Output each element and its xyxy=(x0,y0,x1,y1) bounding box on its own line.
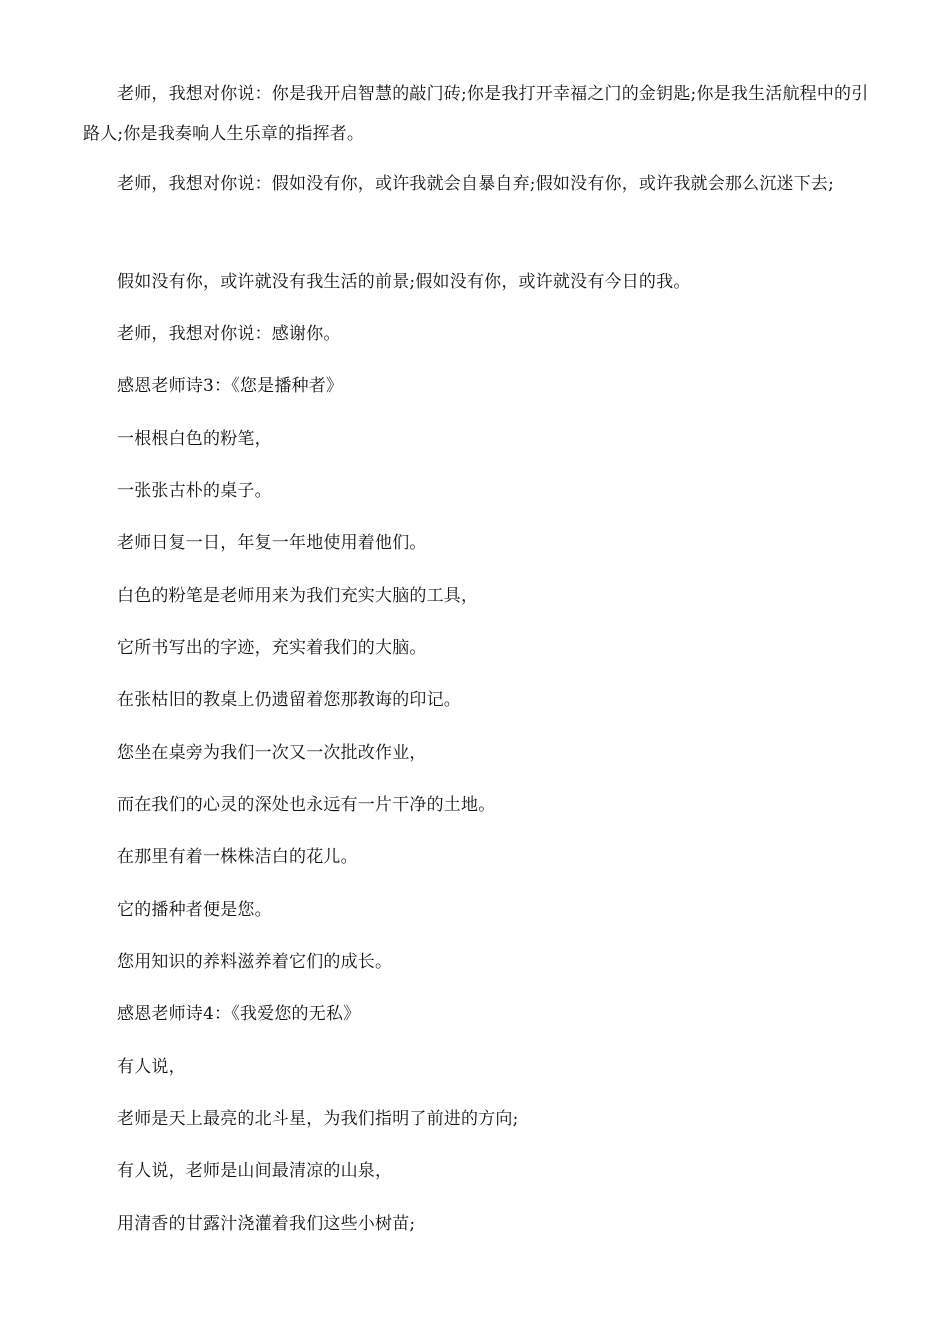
paragraph-14: 在那里有着一株株洁白的花儿。 xyxy=(117,847,358,867)
poem-3-title: 感恩老师诗3：《您是播种者》 xyxy=(117,376,344,396)
paragraph-13: 而在我们的心灵的深处也永远有一片干净的土地。 xyxy=(117,795,496,815)
paragraph-6: 一根根白色的粉笔， xyxy=(117,429,272,449)
paragraph-7: 一张张古朴的桌子。 xyxy=(117,481,272,501)
poem-4-title: 感恩老师诗4：《我爱您的无私》 xyxy=(117,1004,361,1024)
paragraph-18: 有人说， xyxy=(117,1057,186,1077)
paragraph-20: 有人说，老师是山间最清凉的山泉， xyxy=(117,1161,393,1181)
paragraph-19: 老师是天上最亮的北斗星，为我们指明了前进的方向; xyxy=(117,1109,519,1129)
paragraph-11: 在张枯旧的教桌上仍遗留着您那教诲的印记。 xyxy=(117,690,461,710)
paragraph-21: 用清香的甘露汁浇灌着我们这些小树苗; xyxy=(117,1214,416,1234)
paragraph-4: 老师，我想对你说：感谢你。 xyxy=(117,324,341,344)
paragraph-3: 假如没有你，或许就没有我生活的前景;假如没有你，或许就没有今日的我。 xyxy=(117,272,691,292)
paragraph-12: 您坐在桌旁为我们一次又一次批改作业， xyxy=(117,743,427,763)
paragraph-15: 它的播种者便是您。 xyxy=(117,900,272,920)
paragraph-1: 老师，我想对你说：你是我开启智慧的敲门砖;你是我打开幸福之门的金钥匙;你是我生活航程中的引路人;你是我奏响人生乐章的指挥者。 xyxy=(83,84,869,144)
paragraph-10: 它所书写出的字迹，充实着我们的大脑。 xyxy=(117,638,427,658)
paragraph-8: 老师日复一日，年复一年地使用着他们。 xyxy=(117,533,427,553)
paragraph-9: 白色的粉笔是老师用来为我们充实大脑的工具， xyxy=(117,586,479,606)
paragraph-16: 您用知识的养料滋养着它们的成长。 xyxy=(117,952,393,972)
paragraph-2: 老师，我想对你说：假如没有你，或许我就会自暴自弃;假如没有你，或许我就会那么沉迷下去; xyxy=(117,174,835,194)
